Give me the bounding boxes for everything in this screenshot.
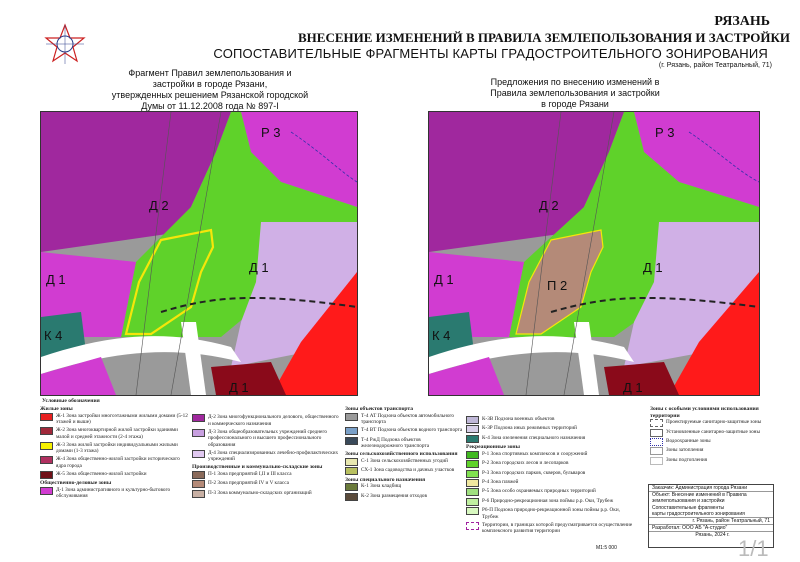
- swatch-icon: [40, 456, 53, 464]
- legend-item: К-3Р Подзона иных режимных территорий: [466, 425, 636, 433]
- legend-column-4: [466, 416, 636, 536]
- legend-item: Р6-П Подзона природно-рекреационной зоны поймы р.р. Оки, Трубеж: [466, 507, 636, 520]
- stamp-customer: Заказчик: Администрация города Рязани: [649, 485, 773, 492]
- swatch-icon: [345, 483, 358, 491]
- scale-label: М1:5 000: [596, 545, 617, 551]
- legend-title: Условные обозначения: [42, 398, 100, 404]
- swatch-icon: [192, 429, 205, 437]
- swatch-icon: [466, 435, 479, 443]
- map-label-d1: Д 1: [643, 260, 663, 275]
- left-caption-line: Фрагмент Правил землепользования и: [128, 68, 292, 78]
- legend-heading: Зоны с особыми условиями использования территории: [650, 406, 759, 419]
- legend-heading: Производственные и коммунально-складские зоны: [192, 464, 323, 471]
- legend-item: П-3 Зона коммунально-складских организаций: [192, 490, 342, 498]
- swatch-icon: [192, 490, 205, 498]
- map-fragment-current: [40, 111, 358, 396]
- legend-item: Зоны подтопления: [650, 457, 770, 465]
- page-title: ВНЕСЕНИЕ ИЗМЕНЕНИЙ В ПРАВИЛА ЗЕМЛЕПОЛЬЗОВАНИЯ И ЗАСТРОЙКИ: [298, 30, 790, 45]
- legend-item: Ж-3 Зона жилой застройки индивидуальными жилыми домами (1-3 этажа): [40, 442, 190, 455]
- map-label-p3: Р 3: [261, 125, 281, 140]
- legend-item: Зоны затопления: [650, 447, 770, 455]
- map-label-d2: Д 2: [539, 198, 559, 213]
- legend-item: К-1 Зона кладбищ: [345, 483, 463, 491]
- map-label-p2: П 2: [547, 278, 568, 293]
- legend-item: К-3В Подзона военных объектов: [466, 416, 636, 424]
- swatch-icon: [40, 442, 53, 450]
- map-label-d1-left: Д 1: [46, 272, 66, 287]
- legend-item: Ж-2 Зона многоквартирной жилой застройки зданиями малой и средней этажности (2-4 этажа): [40, 427, 190, 440]
- legend-heading: Общественно-деловые зоны: [40, 480, 112, 487]
- legend-column-1: [40, 406, 190, 501]
- stamp-object: землепользования и застройки: [652, 498, 725, 505]
- page-number: 1/1: [738, 536, 769, 561]
- right-caption-line: Предложения по внесению изменений в: [490, 77, 660, 87]
- map-label-d2: Д 2: [149, 198, 169, 213]
- legend-item: Р-6 Природно-рекреационная зона поймы р.р. Оки, Трубеж: [466, 498, 636, 506]
- legend-item: Р-1 Зона спортивных комплексов и сооружений: [466, 451, 636, 459]
- legend-item: Д-4 Зона специализированных лечебно-профилактических учреждений: [192, 450, 342, 463]
- swatch-icon: [40, 413, 53, 421]
- legend-item: Р-5 Зона особо охраняемых природных территорий: [466, 488, 636, 496]
- legend-item: Т-4 РжД Подзона объектов железнодорожного транспорта: [345, 437, 463, 450]
- legend-item: Д-3 Зона общеобразовательных учреждений среднего профессионального и высшего профессионального образования: [192, 429, 342, 449]
- legend-item: Ж-4 Зона общественно-жилой застройки исторического ядра города: [40, 456, 190, 469]
- map-label-k4: К 4: [44, 328, 63, 343]
- swatch-icon: [466, 460, 479, 468]
- swatch-icon: [466, 479, 479, 487]
- city-title: РЯЗАНЬ: [714, 14, 770, 29]
- map-label-p3: Р 3: [655, 125, 675, 140]
- legend-item: К-4 Зона озеленения специального назначения: [466, 435, 636, 443]
- stamp-location: г. Рязань, район Театральный, 71: [649, 518, 773, 525]
- legend-item: Р-4 Зона пляжей: [466, 479, 636, 487]
- left-caption-line: застройки в городе Рязани,: [152, 79, 268, 89]
- map-label-d1-bottom: Д 1: [623, 380, 643, 395]
- stamp-object: Объект: Внесение изменений в Правила: [652, 492, 747, 499]
- swatch-icon: [40, 487, 53, 495]
- swatch-icon: [345, 427, 358, 435]
- legend-heading: Зоны сельскохозяйственного использования: [345, 451, 458, 458]
- legend-column-2: [192, 414, 342, 499]
- legend-heading: Рекреационные зоны: [466, 444, 520, 451]
- swatch-icon: [650, 419, 663, 427]
- map-label-k4: К 4: [432, 328, 451, 343]
- right-map-caption: [470, 77, 680, 110]
- swatch-icon: [650, 429, 663, 437]
- swatch-icon: [345, 493, 358, 501]
- legend-item: Р-3 Зона городских парков, скверов, бульваров: [466, 470, 636, 478]
- address-line: (г. Рязань, район Театральный, 71): [658, 62, 772, 69]
- swatch-icon: [192, 450, 205, 458]
- right-caption-line: Правила землепользования и застройки: [490, 88, 660, 98]
- map-label-d1-left: Д 1: [434, 272, 454, 287]
- legend-column-5: [650, 406, 770, 466]
- swatch-icon: [192, 414, 205, 422]
- swatch-icon: [466, 498, 479, 506]
- swatch-icon: [466, 416, 479, 424]
- swatch-icon: [650, 447, 663, 455]
- legend-item: Ж-5 Зона общественно-жилой застройки: [40, 471, 190, 479]
- legend-item: П-2 Зона предприятий IV и V класса: [192, 480, 342, 488]
- swatch-icon: [466, 507, 479, 515]
- swatch-icon: [466, 488, 479, 496]
- map-label-d1-bottom: Д 1: [229, 380, 249, 395]
- swatch-icon: [345, 413, 358, 421]
- left-caption-line: Думы от 11.12.2008 года № 897-I: [141, 101, 279, 111]
- legend-heading: Жилые зоны: [40, 406, 73, 412]
- swatch-icon: [466, 470, 479, 478]
- legend-item: Установленные санитарно-защитные зоны: [650, 429, 770, 437]
- stamp-object: карты градостроительного зонирования: [649, 511, 773, 518]
- legend-item: Водоохранные зоны: [650, 438, 770, 446]
- legend-item: Д-1 Зона административного и культурно-бытового обслуживания: [40, 487, 190, 500]
- swatch-icon: [40, 427, 53, 435]
- left-map-caption: [90, 68, 330, 112]
- swatch-icon: [466, 451, 479, 459]
- legend-item: Р-2 Зона городских лесов и лесопарков: [466, 460, 636, 468]
- swatch-icon: [345, 437, 358, 445]
- left-caption-line: утвержденных решением Рязанской городской: [111, 90, 309, 100]
- legend-heading: Зоны объектов транспорта: [345, 406, 414, 412]
- legend-item: СХ-1 Зона садоводства и дачных участков: [345, 467, 463, 475]
- coat-of-arms-icon: [42, 22, 88, 68]
- legend-item: С-1 Зона сельскохозяйственных угодий: [345, 458, 463, 466]
- map-label-d1: Д 1: [249, 260, 269, 275]
- legend-heading: Зоны специального назначения: [345, 476, 426, 483]
- swatch-icon: [345, 458, 358, 466]
- stamp-object: Сопоставительные фрагменты: [652, 504, 725, 511]
- legend-item: Территории, в границах которой предусматривается осуществление комплексного развития территории: [466, 522, 636, 535]
- swatch-icon: [345, 467, 358, 475]
- swatch-icon: [466, 522, 479, 530]
- swatch-icon: [192, 471, 205, 479]
- map-fragment-proposed: [428, 111, 760, 396]
- right-caption-line: в городе Рязани: [541, 99, 609, 109]
- swatch-icon: [650, 457, 663, 465]
- legend-item: Т-4 ВТ Подзона объектов водного транспорта: [345, 427, 463, 435]
- swatch-icon: [466, 425, 479, 433]
- swatch-icon: [40, 471, 53, 479]
- legend-item: Ж-1 Зона застройки многоэтажными жилыми домами (5-12 этажей и выше): [40, 413, 190, 426]
- legend-item: К-2 Зона размещения отходов: [345, 493, 463, 501]
- legend-item: Д-2 Зона многофункционального делового, общественного и коммерческого назначения: [192, 414, 342, 427]
- legend-item: Проектируемые санитарно-защитные зоны: [650, 419, 770, 427]
- legend-item: П-1 Зона предприятий I,II и III класса: [192, 471, 342, 479]
- stamp-developer: Разработал: ООО АБ "А-студио": [649, 525, 773, 532]
- page-subtitle: СОПОСТАВИТЕЛЬНЫЕ ФРАГМЕНТЫ КАРТЫ ГРАДОСТРОИТЕЛЬНОГО ЗОНИРОВАНИЯ: [213, 46, 768, 61]
- legend-column-3: [345, 406, 463, 502]
- swatch-icon: [650, 438, 663, 446]
- stamp-city-year: Рязань, 2024 г.: [695, 532, 730, 539]
- swatch-icon: [192, 480, 205, 488]
- legend-item: Т-4 АТ Подзона объектов автомобильного транспорта: [345, 413, 463, 426]
